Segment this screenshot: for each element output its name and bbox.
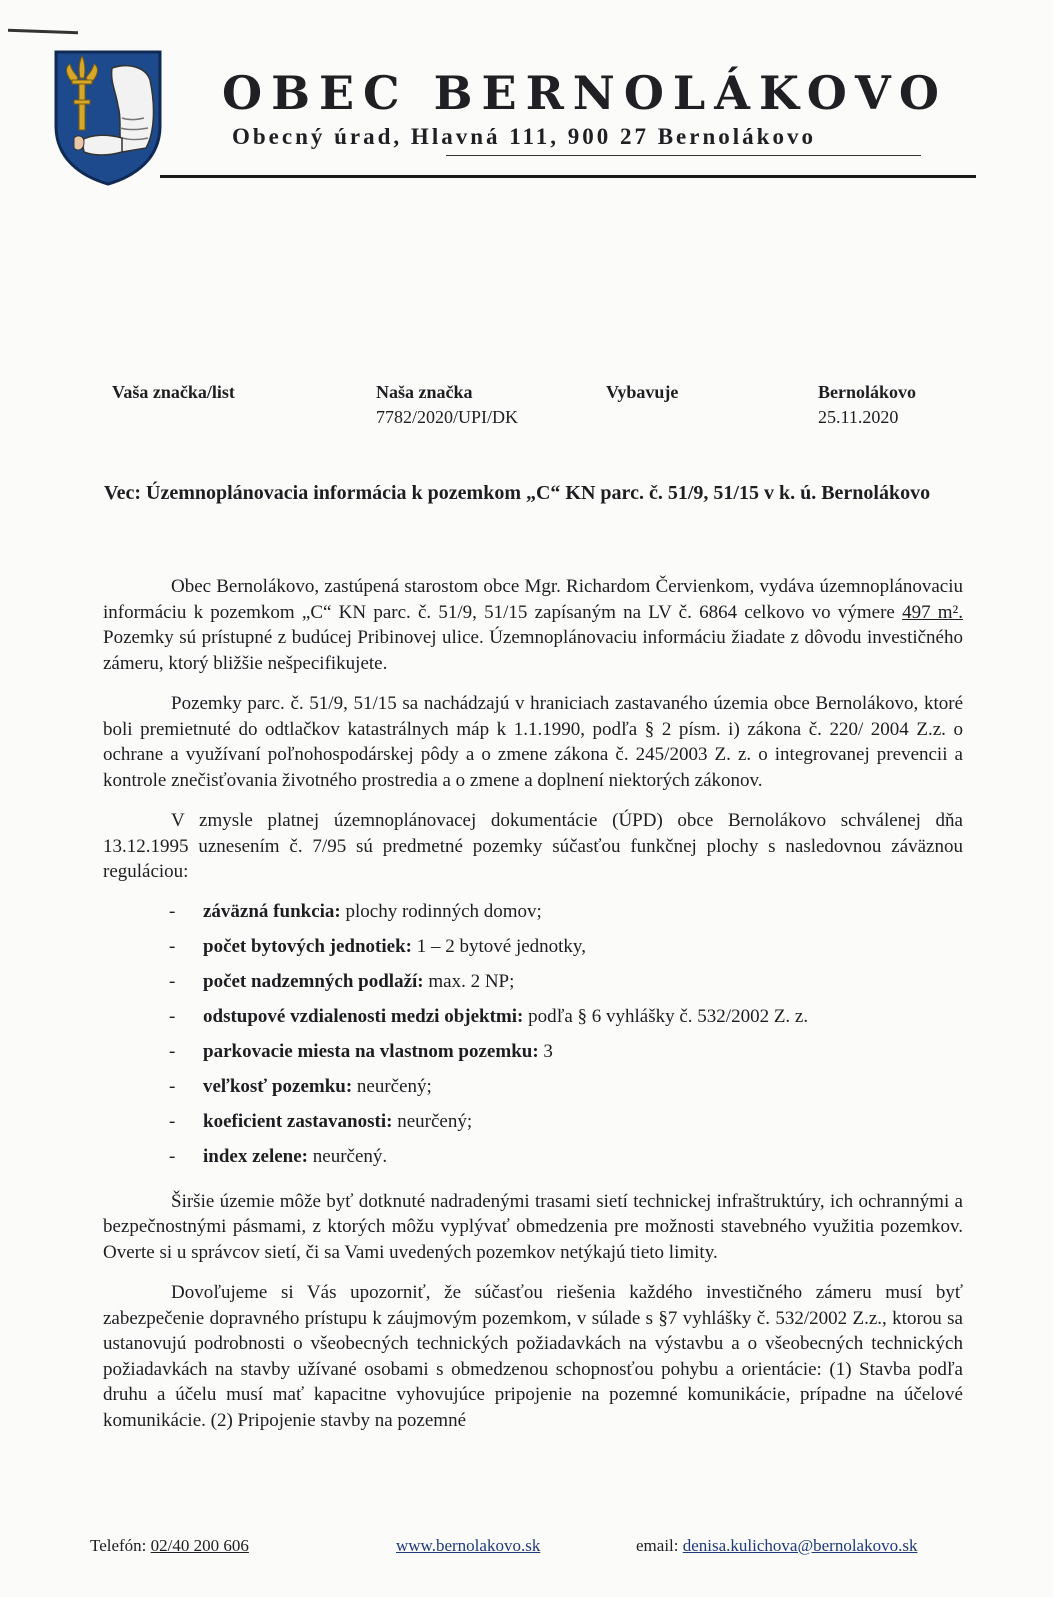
list-item: - odstupové vzdialenosti medzi objektmi: podľa § 6 vyhlášky č. 532/2002 Z. z.: [169, 1005, 809, 1027]
letter-body: [103, 574, 963, 1433]
footer-phone: [90, 1536, 249, 1556]
phone-label: Telefón:: [90, 1536, 151, 1555]
list-item: - počet bytových jednotiek: 1 – 2 bytové jednotky,: [169, 935, 586, 957]
email-link[interactable]: denisa.kulichova@bernolakovo.sk: [682, 1536, 918, 1555]
place-date: [818, 380, 916, 430]
header-underline: [446, 155, 921, 156]
list-item: - parkovacie miesta na vlastnom pozemku: 3: [169, 1040, 553, 1062]
page-title: OBEC BERNOLÁKOVO: [222, 66, 948, 120]
date-value: 25.11.2020: [818, 407, 899, 427]
paragraph-access: Dovoľujeme si Vás upozorniť, že súčasťou riešenia každého investičného zámeru musí byť zabezpečenie dopravného prístupu k záujmovým pozemkom, v súlade s §7 vyhlášky č. 532/2002 Z.z., ktorou sa ustanovujú podrobnosti o všeobecných technických požiadavkách na výstavbu a o všeobecných technických požiadavkách na stavby užívané osobami s obmedzenou schopnosťou pohybu a orientácie: (1) Stavba podľa druhu a účelu musí mať kapacitne vyhovujúce pripojenie na pozemné komunikácie, prípadne na účelové komunikácie. (2) Pripojenie stavby na pozemné: [103, 1282, 963, 1431]
paragraph-upd: V zmysle platnej územnoplánovacej dokumentácie (ÚPD) obce Bernolákovo schválenej dňa 13.12.1995 uznesením č. 7/95 sú predmetné pozemky súčasťou funkčnej plochy s nasledovnou záväznou reguláciou:: [103, 810, 963, 882]
paragraph-infrastructure: Širšie územie môže byť dotknuté nadradenými trasami sietí technickej infraštruktúry, ich ochrannými a bezpečnostnými pásmami, z ktorých môžu vyplývať obmedzenia pre možnosti stavebného využitia pozemkov. Overte si u správcov sietí, či sa Vami uvedených pozemkov netýkajú tieto limity.: [103, 1190, 963, 1263]
office-address: Obecný úrad, Hlavná 111, 900 27 Bernolákovo: [232, 124, 816, 149]
your-reference-label: Vaša značka/list: [112, 382, 235, 402]
area-value: 497 m².: [902, 601, 964, 623]
your-reference: [112, 380, 235, 405]
coat-of-arms-icon: [52, 48, 164, 186]
handled-by: [606, 380, 678, 405]
regulation-list: [103, 894, 963, 1174]
footer-email: [636, 1536, 917, 1556]
phone-number[interactable]: 02/40 200 606: [150, 1536, 249, 1555]
website-link[interactable]: www.bernolakovo.sk: [396, 1536, 541, 1555]
place-label: Bernolákovo: [818, 382, 917, 402]
intro-text: Obec Bernolákovo, zastúpená starostom obce Mgr. Richardom Červienkom, vydáva územnoplánovaciu informáciu k pozemkom „C“ KN parc. č. 51/9, 51/15 zapísaným na LV č. 6864 celkovo vo výmere: [103, 576, 963, 623]
subject-line: Vec: Územnoplánovacia informácia k pozemkom „C“ KN parc. č. 51/9, 51/15 v k. ú. Bernolákovo: [104, 482, 931, 504]
email-label: email:: [636, 1536, 683, 1555]
header-divider: [160, 175, 976, 178]
list-item: - veľkosť pozemku: neurčený;: [169, 1075, 432, 1097]
paragraph-boundaries: Pozemky parc. č. 51/9, 51/15 sa nachádzajú v hraniciach zastavaného územia obce Bernolákovo, ktoré boli premietnuté do odtlačkov katastrálnych máp k 1.1.1990, podľa § 2 písm. i) zákona č. 220/ 2004 Z.z. o ochrane a využívaní poľnohospodárskej pôdy a o zmene zákona č. 245/2003 Z. z. o integrovanej prevencii a kontrole znečisťovania životného prostredia a o zmene a doplnení niektorých zákonov.: [103, 693, 963, 791]
our-reference: [376, 380, 518, 430]
list-item: - koeficient zastavanosti: neurčený;: [169, 1110, 473, 1132]
intro-text-end: Pozemky sú prístupné z budúcej Pribinovej ulice. Územnoplánovaciu informáciu žiadate z dôvodu investičného zámeru, ktorý bližšie nešpecifikujete.: [103, 627, 963, 674]
list-item: - počet nadzemných podlaží: max. 2 NP;: [169, 970, 515, 992]
our-reference-label: Naša značka: [376, 382, 473, 402]
handled-by-label: Vybavuje: [606, 382, 679, 402]
corner-mark: [8, 29, 78, 34]
list-item: - záväzná funkcia: plochy rodinných domov;: [169, 900, 542, 922]
list-item: - index zelene: neurčený.: [169, 1145, 388, 1167]
our-reference-value: 7782/2020/UPI/DK: [376, 407, 519, 427]
paragraph-intro: [103, 574, 963, 676]
